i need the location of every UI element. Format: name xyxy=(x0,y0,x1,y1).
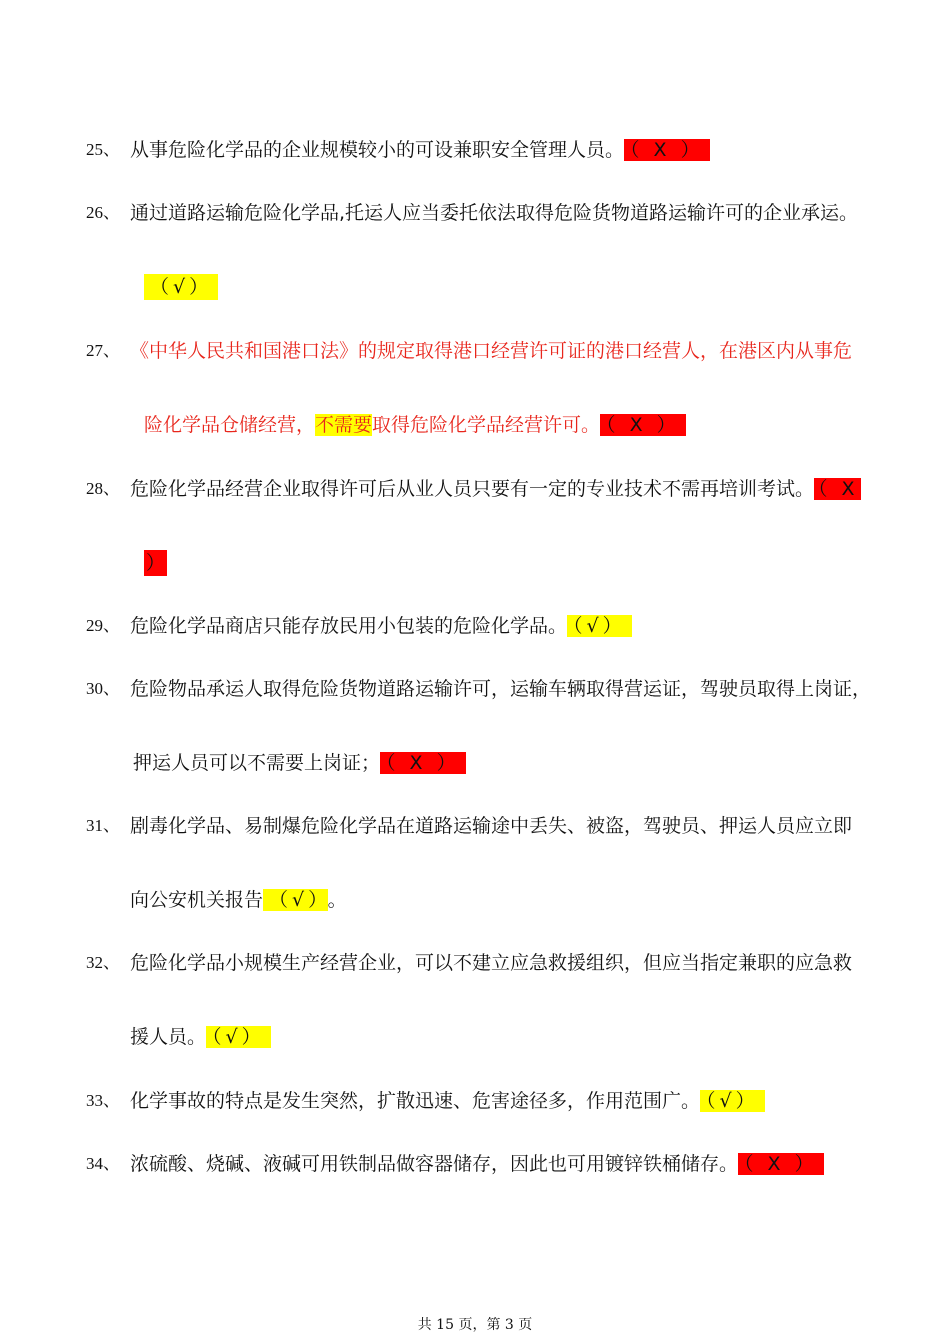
item-text: 危险物品承运人取得危险货物道路运输许可，运输车辆取得营运证，驾驶员取得上岗证， xyxy=(130,678,872,700)
answer-badge-correct: （√） xyxy=(263,889,328,911)
answer-badge-wrong: （ X ） xyxy=(624,139,710,161)
answer-badge-wrong: （ X ） xyxy=(600,414,686,436)
item-text-continued: 援人员。 xyxy=(130,1026,207,1048)
item-text-continued: 向公安机关报告 xyxy=(130,889,264,911)
item-text: 危险化学品商店只能存放民用小包装的危险化学品。 xyxy=(130,615,568,637)
item-number: 34、 xyxy=(86,1154,120,1173)
answer-badge-wrong-end: ） xyxy=(146,552,166,574)
item-text-tail: 。 xyxy=(327,889,347,911)
item-text: 《中华人民共和国港口法》的规定取得港口经营许可证的港口经营人，在港区内从事危 xyxy=(130,340,853,362)
answer-badge-wrong: （ X xyxy=(814,478,861,500)
item-text: 浓硫酸、烧碱、液碱可用铁制品做容器储存，因此也可用镀锌铁桶储存。 xyxy=(130,1153,739,1175)
item-number: 33、 xyxy=(86,1091,120,1110)
page-footer: 共 15 页，第 3 页 xyxy=(417,1317,533,1333)
item-number: 26、 xyxy=(86,203,120,222)
item-number: 29、 xyxy=(86,616,120,635)
answer-badge-correct: （√） xyxy=(144,274,218,300)
item-text: 危险化学品小规模生产经营企业，可以不建立应急救援组织，但应当指定兼职的应急救 xyxy=(130,952,853,974)
item-number: 30、 xyxy=(86,679,120,698)
item-text-continued: 取得危险化学品经营许可。 xyxy=(372,414,601,436)
answer-badge-correct: （√） xyxy=(567,615,632,637)
answer-badge-wrong: （ X ） xyxy=(738,1153,824,1175)
item-text: 化学事故的特点是发生突然，扩散迅速、危害途径多，作用范围广。 xyxy=(130,1090,701,1112)
answer-badge-correct: （√） xyxy=(700,1090,765,1112)
item-text: 通过道路运输危险化学品,托运人应当委托依法取得危险货物道路运输许可的企业承运。 xyxy=(130,202,859,224)
item-number: 28、 xyxy=(86,479,120,498)
item-text-continued: 险化学品仓储经营， xyxy=(144,414,316,436)
item-number: 25、 xyxy=(86,140,120,159)
item-text: 剧毒化学品、易制爆危险化学品在道路运输途中丢失、被盗，驾驶员、押运人员应立即 xyxy=(130,815,853,837)
highlighted-phrase: 不需要 xyxy=(315,414,373,436)
answer-badge-correct: （√） xyxy=(206,1026,271,1048)
item-text: 危险化学品经营企业取得许可后从业人员只要有一定的专业技术不需再培训考试。 xyxy=(130,478,815,500)
item-text: 从事危险化学品的企业规模较小的可设兼职安全管理人员。 xyxy=(130,139,625,161)
answer-badge-wrong: （ X ） xyxy=(380,752,466,774)
item-number: 32、 xyxy=(86,953,120,972)
item-text-continued: 押运人员可以不需要上岗证； xyxy=(133,752,381,774)
item-number: 27、 xyxy=(86,341,120,360)
item-number: 31、 xyxy=(86,816,120,835)
